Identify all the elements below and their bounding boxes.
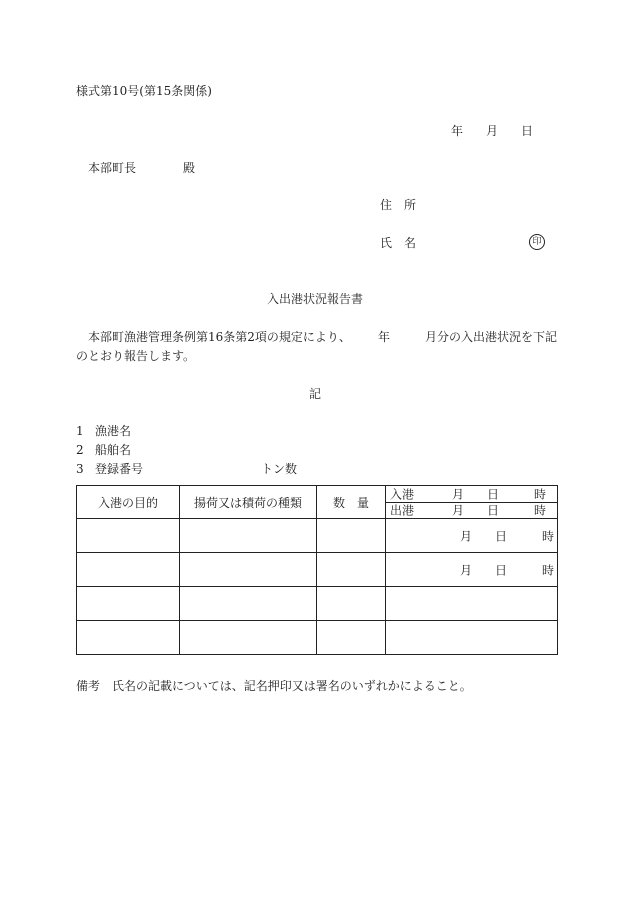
entry-month: 月 xyxy=(452,487,465,502)
addressee-title: 本部町長 xyxy=(88,161,137,175)
purpose-cell[interactable] xyxy=(77,519,180,553)
item-3-tonnage-label: トン数 xyxy=(261,462,298,476)
cargo-cell[interactable] xyxy=(180,519,317,553)
date-day-label: 日 xyxy=(521,124,534,138)
date-year-label: 年 xyxy=(451,124,464,138)
cargo-cell[interactable] xyxy=(180,587,317,621)
header-entry-row xyxy=(386,486,557,502)
row-day: 日 xyxy=(495,529,508,543)
item-2-number: 2 xyxy=(76,443,84,457)
item-1-label: 漁港名 xyxy=(95,424,132,438)
purpose-cell[interactable] xyxy=(77,587,180,621)
table-header-row xyxy=(77,486,558,519)
exit-label: 出港 xyxy=(390,503,415,518)
cargo-cell[interactable] xyxy=(180,553,317,587)
item-3-label: 登録番号 xyxy=(95,462,144,476)
quantity-cell[interactable] xyxy=(317,519,386,553)
datetime-cell[interactable] xyxy=(386,587,558,621)
document-title: 入出港状況報告書 xyxy=(266,292,363,306)
header-purpose: 入港の目的 xyxy=(77,486,180,519)
quantity-cell[interactable] xyxy=(317,553,386,587)
datetime-cell[interactable] xyxy=(386,621,558,655)
header-exit-row xyxy=(386,502,557,519)
form-number: 様式第10号(第15条関係) xyxy=(76,84,212,98)
seal-mark: 印 xyxy=(529,234,545,250)
entry-day: 日 xyxy=(487,487,500,502)
exit-month: 月 xyxy=(452,503,465,518)
entry-hour: 時 xyxy=(534,487,547,502)
item-2-label: 船舶名 xyxy=(95,443,132,457)
exit-hour: 時 xyxy=(534,503,547,518)
body-text-line1-b: 月分の入出港状況を下記 xyxy=(425,330,558,344)
row-month: 月 xyxy=(460,563,473,577)
purpose-cell[interactable] xyxy=(77,621,180,655)
date-month-label: 月 xyxy=(486,124,499,138)
table-row xyxy=(77,553,558,587)
datetime-cell[interactable] xyxy=(386,553,558,587)
datetime-cell[interactable] xyxy=(386,519,558,553)
item-1-number: 1 xyxy=(76,424,84,438)
row-month: 月 xyxy=(460,529,473,543)
quantity-cell[interactable] xyxy=(317,621,386,655)
body-text-line2: のとおり報告します。 xyxy=(76,349,196,363)
row-hour: 時 xyxy=(542,529,555,543)
port-status-table xyxy=(76,485,558,655)
exit-day: 日 xyxy=(487,503,500,518)
header-quantity: 数 量 xyxy=(317,486,386,519)
table-row xyxy=(77,519,558,553)
row-hour: 時 xyxy=(542,563,555,577)
cargo-cell[interactable] xyxy=(180,621,317,655)
remarks-note: 備考 氏名の記載については、記名押印又は署名のいずれかによること。 xyxy=(76,679,472,693)
item-3-number: 3 xyxy=(76,462,84,476)
table-row xyxy=(77,587,558,621)
body-text-year: 年 xyxy=(378,330,391,344)
header-datetime xyxy=(386,486,558,519)
name-label: 氏 名 xyxy=(380,236,417,250)
purpose-cell[interactable] xyxy=(77,553,180,587)
header-cargo-type: 揚荷又は積荷の種類 xyxy=(180,486,317,519)
entry-label: 入港 xyxy=(390,487,415,502)
address-label: 住 所 xyxy=(380,198,417,212)
ki-heading: 記 xyxy=(308,387,321,401)
quantity-cell[interactable] xyxy=(317,587,386,621)
addressee-honorific: 殿 xyxy=(183,161,196,175)
row-day: 日 xyxy=(495,563,508,577)
body-text-line1-a: 本部町漁港管理条例第16条第2項の規定により、 xyxy=(88,330,351,344)
table-row xyxy=(77,621,558,655)
